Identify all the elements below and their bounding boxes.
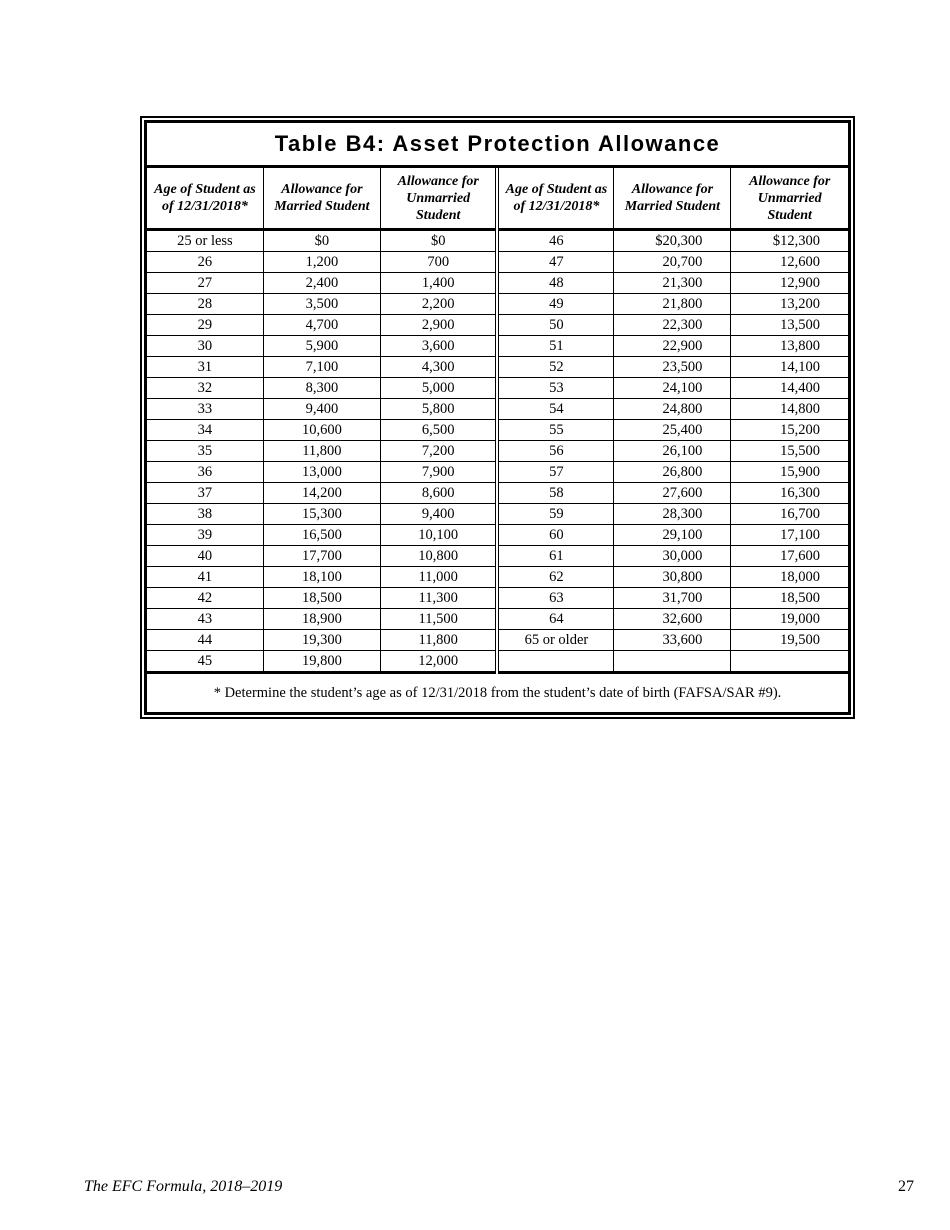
table-cell: 22,300 bbox=[614, 315, 731, 336]
table-cell: 7,100 bbox=[263, 357, 380, 378]
table-row bbox=[147, 525, 848, 546]
table-cell: 12,000 bbox=[380, 651, 497, 673]
table-cell: $12,300 bbox=[731, 230, 848, 252]
footer-document-title: The EFC Formula, 2018–2019 bbox=[84, 1178, 283, 1195]
table-cell: 65 or older bbox=[497, 630, 613, 651]
table-cell: 21,300 bbox=[614, 273, 731, 294]
table-cell: 44 bbox=[147, 630, 263, 651]
table-cell: 28 bbox=[147, 294, 263, 315]
table-cell: 16,700 bbox=[731, 504, 848, 525]
table-row bbox=[147, 483, 848, 504]
table-cell: 19,800 bbox=[263, 651, 380, 673]
table-cell: 14,400 bbox=[731, 378, 848, 399]
header-unmarried-left: Allowance for Unmarried Student bbox=[380, 168, 497, 230]
table-cell: 50 bbox=[497, 315, 613, 336]
table-cell: 10,100 bbox=[380, 525, 497, 546]
table-cell: 13,000 bbox=[263, 462, 380, 483]
table-cell: 11,000 bbox=[380, 567, 497, 588]
table-cell: 17,600 bbox=[731, 546, 848, 567]
table-cell: 700 bbox=[380, 252, 497, 273]
table-cell: 52 bbox=[497, 357, 613, 378]
table-row bbox=[147, 252, 848, 273]
table-cell: 4,300 bbox=[380, 357, 497, 378]
table-cell: 30,000 bbox=[614, 546, 731, 567]
header-married-left: Allowance for Married Student bbox=[263, 168, 380, 230]
table-cell: 57 bbox=[497, 462, 613, 483]
table-cell: 6,500 bbox=[380, 420, 497, 441]
table-row bbox=[147, 441, 848, 462]
table-row bbox=[147, 399, 848, 420]
table-cell: 63 bbox=[497, 588, 613, 609]
table-cell: 18,500 bbox=[263, 588, 380, 609]
table-cell: 29 bbox=[147, 315, 263, 336]
table-cell bbox=[497, 651, 613, 673]
table-cell: 24,100 bbox=[614, 378, 731, 399]
table-cell: 14,200 bbox=[263, 483, 380, 504]
table-cell: 20,700 bbox=[614, 252, 731, 273]
table-cell: 4,700 bbox=[263, 315, 380, 336]
table-cell: 26,800 bbox=[614, 462, 731, 483]
table-cell: 14,100 bbox=[731, 357, 848, 378]
table-header-row bbox=[147, 168, 848, 230]
table-cell: 15,900 bbox=[731, 462, 848, 483]
table-cell: 19,300 bbox=[263, 630, 380, 651]
table-cell: 8,300 bbox=[263, 378, 380, 399]
table-cell: 18,100 bbox=[263, 567, 380, 588]
table-cell: 8,600 bbox=[380, 483, 497, 504]
table-cell: 5,900 bbox=[263, 336, 380, 357]
table-cell: 35 bbox=[147, 441, 263, 462]
table-cell: 15,500 bbox=[731, 441, 848, 462]
table-cell: 25 or less bbox=[177, 232, 233, 249]
table-cell: 37 bbox=[147, 483, 263, 504]
page-number: 27 bbox=[898, 1178, 914, 1195]
table-row bbox=[147, 567, 848, 588]
table-cell: $20,300 bbox=[614, 230, 731, 252]
table-cell: 11,500 bbox=[380, 609, 497, 630]
table-row bbox=[147, 546, 848, 567]
table-cell: 3,500 bbox=[263, 294, 380, 315]
table-cell: 1,400 bbox=[380, 273, 497, 294]
table-cell: 17,100 bbox=[731, 525, 848, 546]
table-row bbox=[147, 230, 848, 252]
table-cell: $0 bbox=[380, 230, 497, 252]
table-row bbox=[147, 294, 848, 315]
table-cell: 27 bbox=[147, 273, 263, 294]
table-cell: 31 bbox=[147, 357, 263, 378]
table-row bbox=[147, 336, 848, 357]
table-cell: $0 bbox=[263, 230, 380, 252]
table-cell: 7,200 bbox=[380, 441, 497, 462]
table-cell: 29,100 bbox=[614, 525, 731, 546]
table-row bbox=[147, 462, 848, 483]
table-cell: 5,000 bbox=[380, 378, 497, 399]
table-cell: 26,100 bbox=[614, 441, 731, 462]
table-cell: 25,400 bbox=[614, 420, 731, 441]
table-cell: 53 bbox=[497, 378, 613, 399]
table-cell: 38 bbox=[147, 504, 263, 525]
table-cell: 15,300 bbox=[263, 504, 380, 525]
table-cell: 18,900 bbox=[263, 609, 380, 630]
table-row bbox=[147, 651, 848, 673]
table-row bbox=[147, 357, 848, 378]
table-body bbox=[147, 230, 848, 673]
table-cell: 61 bbox=[497, 546, 613, 567]
table-cell: 13,800 bbox=[731, 336, 848, 357]
table-row bbox=[147, 378, 848, 399]
table-row bbox=[147, 315, 848, 336]
table-cell: 13,500 bbox=[731, 315, 848, 336]
table-cell: 59 bbox=[497, 504, 613, 525]
table-title: Table B4: Asset Protection Allowance bbox=[147, 123, 848, 168]
table-cell: 11,800 bbox=[263, 441, 380, 462]
table-cell: 16,500 bbox=[263, 525, 380, 546]
table-cell: 46 bbox=[497, 230, 613, 252]
table-row bbox=[147, 420, 848, 441]
table-cell: 23,500 bbox=[614, 357, 731, 378]
table-cell: 15,200 bbox=[731, 420, 848, 441]
table-cell: 55 bbox=[497, 420, 613, 441]
table-cell: 24,800 bbox=[614, 399, 731, 420]
table-cell: 2,900 bbox=[380, 315, 497, 336]
table-cell: 16,300 bbox=[731, 483, 848, 504]
table-cell: 10,600 bbox=[263, 420, 380, 441]
table-cell: 18,500 bbox=[731, 588, 848, 609]
table-row bbox=[147, 588, 848, 609]
table-cell: 9,400 bbox=[263, 399, 380, 420]
table-cell: 11,800 bbox=[380, 630, 497, 651]
table-cell: 49 bbox=[497, 294, 613, 315]
table-cell: 7,900 bbox=[380, 462, 497, 483]
header-age-right: Age of Student as of 12/31/2018* bbox=[497, 168, 613, 230]
table-cell: 13,200 bbox=[731, 294, 848, 315]
table-cell: 19,500 bbox=[731, 630, 848, 651]
table-cell bbox=[731, 651, 848, 673]
table-cell: 36 bbox=[147, 462, 263, 483]
table-cell: 33 bbox=[147, 399, 263, 420]
footnote: * Determine the student’s age as of 12/31/2018 from the student’s date of birth (FAFSA/SAR #9). bbox=[213, 684, 782, 701]
table-inner-frame bbox=[144, 120, 851, 715]
table-cell: 64 bbox=[497, 609, 613, 630]
header-unmarried-right: Allowance for Unmarried Student bbox=[731, 168, 848, 230]
table-cell: 54 bbox=[497, 399, 613, 420]
table-cell: 56 bbox=[497, 441, 613, 462]
table-cell: 11,300 bbox=[380, 588, 497, 609]
table-cell: 41 bbox=[147, 567, 263, 588]
table-cell: 40 bbox=[147, 546, 263, 567]
header-married-right: Allowance for Married Student bbox=[614, 168, 731, 230]
asset-protection-table-frame bbox=[140, 116, 855, 719]
table-row bbox=[147, 273, 848, 294]
table-cell: 19,000 bbox=[731, 609, 848, 630]
table-row bbox=[147, 504, 848, 525]
table-cell: 2,200 bbox=[380, 294, 497, 315]
table-cell: 22,900 bbox=[614, 336, 731, 357]
table-cell: 2,400 bbox=[263, 273, 380, 294]
table-cell: 30 bbox=[147, 336, 263, 357]
table-cell: 51 bbox=[497, 336, 613, 357]
asset-protection-table bbox=[147, 168, 848, 674]
table-row bbox=[147, 630, 848, 651]
table-cell: 33,600 bbox=[614, 630, 731, 651]
table-cell: 5,800 bbox=[380, 399, 497, 420]
table-cell: 31,700 bbox=[614, 588, 731, 609]
table-cell: 12,900 bbox=[731, 273, 848, 294]
table-cell: 34 bbox=[147, 420, 263, 441]
table-cell: 58 bbox=[497, 483, 613, 504]
table-cell: 39 bbox=[147, 525, 263, 546]
table-cell: 30,800 bbox=[614, 567, 731, 588]
table-cell: 43 bbox=[147, 609, 263, 630]
header-age-left: Age of Student as of 12/31/2018* bbox=[147, 168, 263, 230]
table-cell: 28,300 bbox=[614, 504, 731, 525]
table-cell: 12,600 bbox=[731, 252, 848, 273]
table-cell: 18,000 bbox=[731, 567, 848, 588]
table-cell: 21,800 bbox=[614, 294, 731, 315]
table-cell: 14,800 bbox=[731, 399, 848, 420]
table-cell: 1,200 bbox=[263, 252, 380, 273]
table-cell: 3,600 bbox=[380, 336, 497, 357]
table-cell: 62 bbox=[497, 567, 613, 588]
table-cell: 45 bbox=[147, 651, 263, 673]
table-cell: 10,800 bbox=[380, 546, 497, 567]
table-row bbox=[147, 609, 848, 630]
table-cell: 48 bbox=[497, 273, 613, 294]
table-cell: 47 bbox=[497, 252, 613, 273]
table-cell: 32,600 bbox=[614, 609, 731, 630]
table-cell: 60 bbox=[497, 525, 613, 546]
table-cell: 26 bbox=[147, 252, 263, 273]
table-cell: 17,700 bbox=[263, 546, 380, 567]
table-cell: 9,400 bbox=[380, 504, 497, 525]
table-cell: 32 bbox=[147, 378, 263, 399]
table-cell: 42 bbox=[147, 588, 263, 609]
table-cell bbox=[614, 651, 731, 673]
table-cell: 27,600 bbox=[614, 483, 731, 504]
